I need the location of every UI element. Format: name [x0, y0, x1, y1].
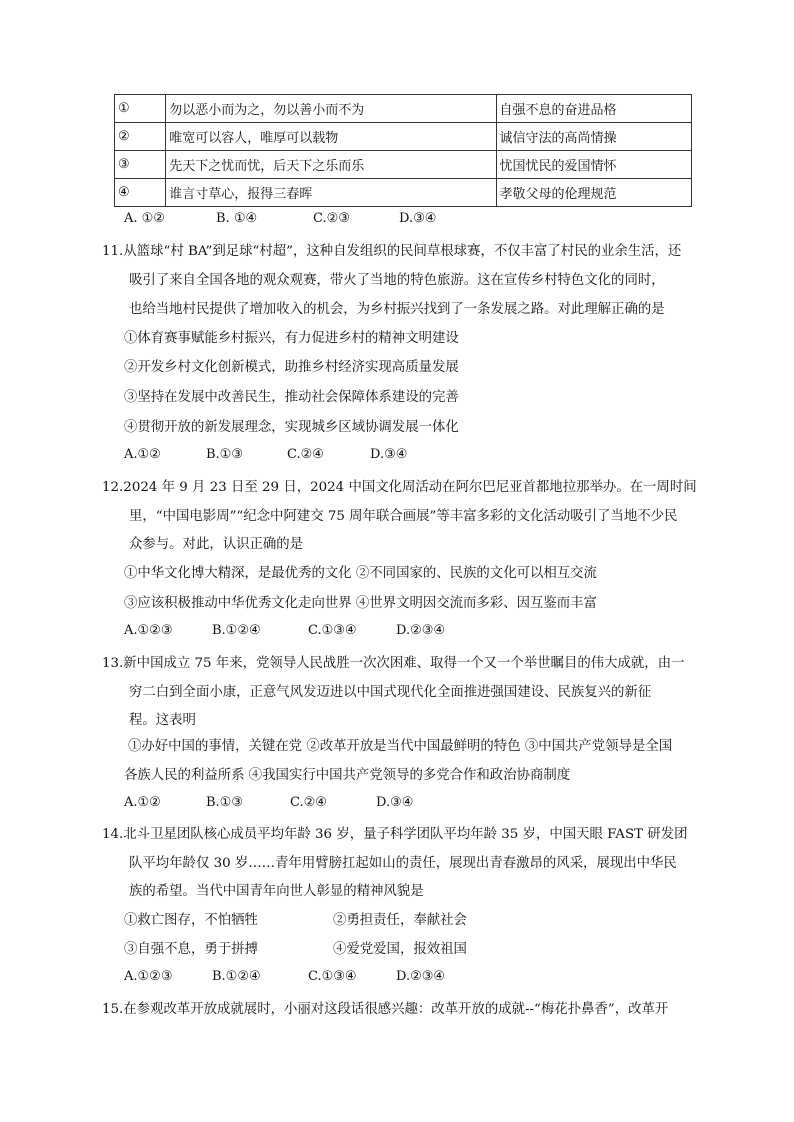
q11-statement-1: ①体育赛事赋能乡村振兴，有力促进乡村的精神文明建设 [124, 331, 459, 346]
option-b[interactable]: B.①②④ [212, 969, 261, 984]
q14-options [124, 969, 445, 984]
q13-stem-line-1: 13.新中国成立 75 年来，党领导人民战胜一次次困难、取得一个又一个举世瞩目的伟大成就，由一 [102, 656, 685, 671]
q12-stem-line-3: 众参与。对此，认识正确的是 [129, 537, 304, 552]
option-c[interactable]: C.②④ [290, 795, 327, 810]
q13-statement-1: ①办好中国的事情，关键在党 ②改革开放是当代中国最鲜明的特色 ③中国共产党领导是全国 [128, 739, 673, 754]
q14-statement-1: ①救亡图存，不怕牺牲 [124, 913, 258, 928]
option-d[interactable]: D.③④ [370, 447, 408, 462]
quote-cell: 谁言寸草心，报得三春晖 [166, 179, 496, 207]
trait-cell: 自强不息的奋进品格 [496, 95, 691, 123]
q11-statement-4: ④贯彻开放的新发展理念，实现城乡区域协调发展一体化 [124, 420, 459, 435]
q14-statement-3: ③自强不息，勇于拼搏 [124, 942, 258, 957]
option-b[interactable]: B.①③ [206, 795, 243, 810]
option-a[interactable]: A.①② [124, 447, 161, 462]
quote-cell: 勿以恶小而为之，勿以善小而不为 [166, 95, 496, 123]
q14-stem-line-2: 队平均年龄仅 30 岁……青年用臂膀扛起如山的责任，展现出青春激昂的风采，展现出中华民 [129, 856, 677, 871]
option-b[interactable]: B. ①④ [216, 211, 258, 226]
option-b[interactable]: B.①③ [206, 447, 243, 462]
option-b[interactable]: B.①②④ [212, 623, 261, 638]
q14-stem-line-3: 族的希望。当代中国青年向世人彰显的精神风貌是 [129, 884, 424, 899]
row-number: ③ [115, 151, 166, 179]
option-c[interactable]: C.②③ [313, 211, 350, 226]
q12-statement-1: ①中华文化博大精深，是最优秀的文化 ②不同国家的、民族的文化可以相互交流 [124, 566, 597, 581]
option-d[interactable]: D.③④ [399, 211, 437, 226]
q11-stem-line-1: 11.从篮球“村 BA”到足球“村超”，这种自发组织的民间草根球赛，不仅丰富了村民的业余生活，还 [102, 244, 682, 259]
option-d[interactable]: D.②③④ [396, 969, 446, 984]
trait-cell: 孝敬父母的伦理规范 [496, 179, 691, 207]
q12-statement-2: ③应该积极推动中华优秀文化走向世界 ④世界文明因交流而多彩、因互鉴而丰富 [124, 596, 597, 611]
q12-stem-line-2: 里，“中国电影周”“纪念中阿建交 75 周年联合画展”等丰富多彩的文化活动吸引了当地不少民 [129, 509, 678, 524]
option-a[interactable]: A.①② [124, 795, 161, 810]
q12-stem-line-1: 12.2024 年 9 月 23 日至 29 日，2024 中国文化周活动在阿尔巴尼亚首都地拉那举办。在一周时间 [102, 480, 697, 495]
q11-stem-line-3: 也给当地村民提供了增加收入的机会，为乡村振兴找到了一条发展之路。对此理解正确的是 [129, 302, 665, 317]
q10-options [124, 211, 436, 226]
option-c[interactable]: C.②④ [287, 447, 324, 462]
q12-options [124, 623, 445, 638]
q14-statement-2: ②勇担责任，奉献社会 [333, 913, 467, 928]
table-row [115, 179, 692, 207]
matching-table [114, 94, 692, 207]
row-number: ④ [115, 179, 166, 207]
option-c[interactable]: C.①③④ [308, 969, 357, 984]
quote-cell: 先天下之忧而忧，后天下之乐而乐 [166, 151, 496, 179]
q11-statement-3: ③坚持在发展中改善民生，推动社会保障体系建设的完善 [124, 390, 459, 405]
option-a[interactable]: A.①②③ [124, 969, 173, 984]
option-c[interactable]: C.①③④ [308, 623, 357, 638]
q15-stem-line-1: 15.在参观改革开放成就展时，小丽对这段话很感兴趣：改革开放的成就--“梅花扑鼻香”，改革开 [102, 1002, 669, 1017]
q14-stem-line-1: 14.北斗卫星团队核心成员平均年龄 36 岁，量子科学团队平均年龄 35 岁，中国天眼 FAST 研发团 [102, 827, 688, 842]
quote-cell: 唯宽可以容人，唯厚可以载物 [166, 123, 496, 151]
trait-cell: 忧国忧民的爱国情怀 [496, 151, 691, 179]
option-a[interactable]: A.①②③ [124, 623, 173, 638]
table-row [115, 123, 692, 151]
option-d[interactable]: D.③④ [376, 795, 414, 810]
row-number: ① [115, 95, 166, 123]
table-row [115, 95, 692, 123]
q13-statement-2: 各族人民的利益所系 ④我国实行中国共产党领导的多党合作和政治协商制度 [124, 768, 571, 783]
q11-statement-2: ②开发乡村文化创新模式，助推乡村经济实现高质量发展 [124, 360, 459, 375]
option-d[interactable]: D.②③④ [396, 623, 446, 638]
q11-stem-line-2: 吸引了来自全国各地的观众观赛，带火了当地的特色旅游。这在宣传乡村特色文化的同时， [129, 273, 665, 288]
q13-stem-line-2: 穷二白到全面小康，正意气风发迈进以中国式现代化全面推进强国建设、民族复兴的新征 [129, 685, 652, 700]
q11-options [124, 447, 407, 462]
q14-statement-4: ④爱党爱国，报效祖国 [333, 942, 467, 957]
table-row [115, 151, 692, 179]
q13-stem-line-3: 程。这表明 [129, 713, 196, 728]
trait-cell: 诚信守法的高尚情操 [496, 123, 691, 151]
row-number: ② [115, 123, 166, 151]
q13-options [124, 795, 413, 810]
option-a[interactable]: A. ①② [124, 211, 165, 226]
